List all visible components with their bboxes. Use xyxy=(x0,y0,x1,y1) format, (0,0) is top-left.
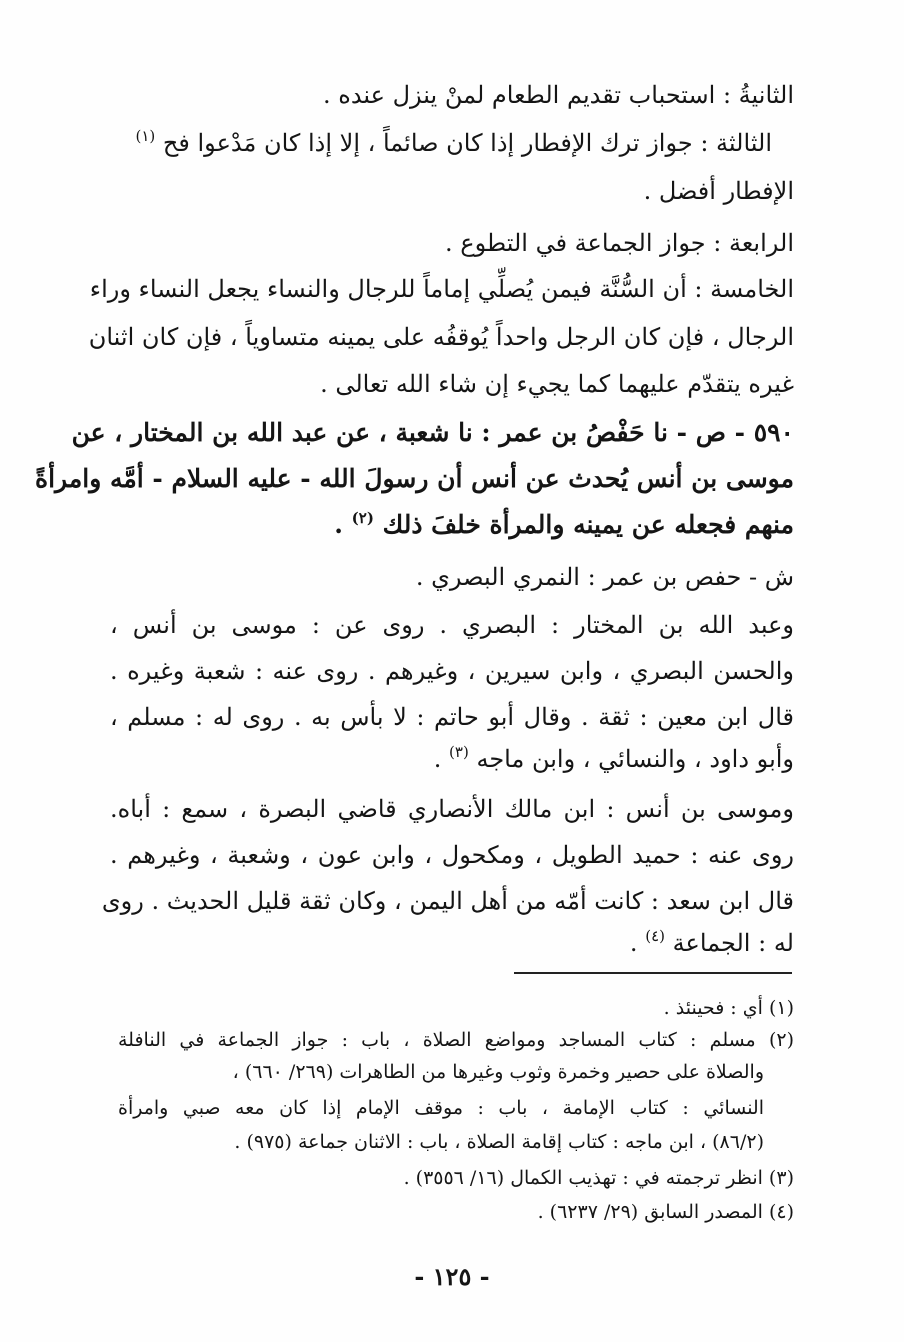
footnote-line: (٨٦/٢) ، ابن ماجه : كتاب إقامة الصلاة ، باب : الاثنان جماعة (٩٧٥) . xyxy=(234,1131,764,1153)
footnote-marker: (٢) xyxy=(351,509,374,527)
text-line: الرابعة : جواز الجماعة في التطوع . xyxy=(445,229,794,257)
page-number: - ١٢٥ - xyxy=(414,1262,490,1291)
footnote-line: (٣) انظر ترجمته في : تهذيب الكمال (١٦/ ٣٥٥٦) . xyxy=(403,1167,794,1189)
footnote-divider xyxy=(514,972,792,974)
footnote-line: (١) أي : فحينئذ . xyxy=(663,997,794,1019)
text-line: قال ابن معين : ثقة . وقال أبو حاتم : لا بأس به . روى له : مسلم ، xyxy=(110,703,794,731)
text-line: ش - حفص بن عمر : النمري البصري . xyxy=(415,563,794,591)
footnote-marker: (١) xyxy=(135,127,156,145)
text-line: غيره يتقدّم عليهما كما يجيء إن شاء الله تعالى . xyxy=(320,370,794,398)
text-line: قال ابن سعد : كانت أمّه من أهل اليمن ، وكان ثقة قليل الحديث . روى xyxy=(101,887,794,915)
footnote-marker: (٤) xyxy=(645,927,665,945)
hadith-line: منهم فجعله عن يمينه والمرأة خلفَ ذلك $^{(٢)}$ . xyxy=(334,509,794,539)
hadith-line: موسى بن أنس يُحدث عن أنس أن رسولَ الله - عليه السلام - أمَّه وامرأةً xyxy=(35,464,794,493)
footnote-line: والصلاة على حصير وخمرة وثوب وغيرها من الطاهرات (٢٦٩/ ٦٦٠) ، xyxy=(232,1061,764,1083)
text-line: وأبو داود ، والنسائي ، وابن ماجه $^{(٣)}$ . xyxy=(433,743,794,773)
text-line: وعبد الله بن المختار : البصري . روى عن : موسى بن أنس ، xyxy=(110,611,794,639)
text-line: الخامسة : أن السُّنَّة فيمن يُصلِّي إماماً للرجال والنساء يجعل النساء وراء xyxy=(89,275,794,303)
footnote-line: (٤) المصدر السابق (٢٩/ ٦٢٣٧) . xyxy=(537,1201,794,1223)
text-line: الثانيةُ : استحباب تقديم الطعام لمنْ ينزل عنده . xyxy=(322,81,794,109)
footnote-marker: (٣) xyxy=(449,743,469,761)
text-line: له : الجماعة $^{(٤)}$ . xyxy=(629,927,794,957)
hadith-line: ٥٩٠ - ص - نا حَفْصُ بن عمر : نا شعبة ، عن عبد الله بن المختار ، عن xyxy=(71,418,794,447)
footnote-line: (٢) مسلم : كتاب المساجد ومواضع الصلاة ، باب : جواز الجماعة في النافلة xyxy=(118,1029,794,1051)
text-line: الثالثة : جواز ترك الإفطار إذا كان صائماً ، إلا إذا كان مَدْعوا فح $^{(١)}$ xyxy=(135,127,772,157)
text-line: والحسن البصري ، وابن سيرين ، وغيرهم . روى عنه : شعبة وغيره . xyxy=(110,657,794,685)
text-line: روى عنه : حميد الطويل ، ومكحول ، وابن عون ، وشعبة ، وغيرهم . xyxy=(110,841,794,869)
text-line: الرجال ، فإن كان الرجل واحداً يُوقفُه على يمينه متساوياً ، فإن كان اثنان xyxy=(88,323,794,351)
footnote-line: النسائي : كتاب الإمامة ، باب : موقف الإمام إذا كان معه صبي وامرأة xyxy=(118,1097,764,1119)
text-line: الإفطار أفضل . xyxy=(643,177,794,205)
text-line: وموسى بن أنس : ابن مالك الأنصاري قاضي البصرة ، سمع : أباه. xyxy=(110,795,794,823)
